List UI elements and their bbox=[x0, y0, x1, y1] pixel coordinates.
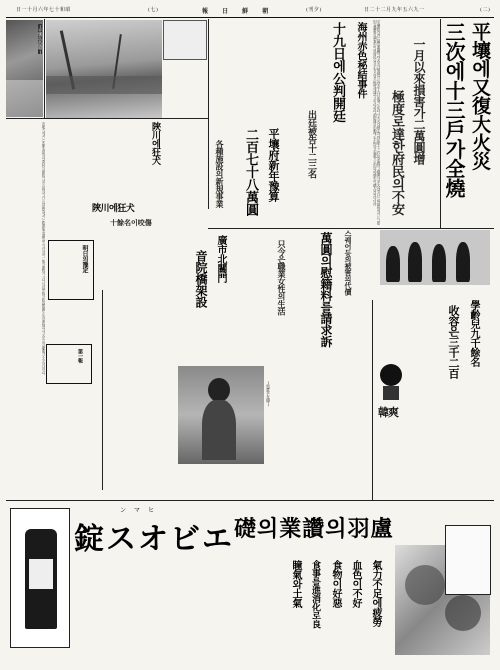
ad-info-box bbox=[445, 525, 491, 595]
ad-bottle-image bbox=[10, 508, 70, 648]
ad-product-name: 錠スオビエ bbox=[74, 522, 234, 557]
subhead-school-capacity: 收容은三千二百 bbox=[447, 305, 460, 379]
subhead-hyeopcheon: 十餘名이咬傷 bbox=[110, 218, 152, 227]
actress-caption: (寫眞은女優) bbox=[266, 380, 271, 407]
header-evening-marker: (刊夕) bbox=[306, 7, 322, 13]
headline-school-age: 學齡兒九千餘名 bbox=[468, 300, 479, 367]
small-info-label: 第一報 bbox=[77, 349, 83, 363]
ad-bullet-1: 氣力不足에疲勞 bbox=[370, 560, 381, 627]
subhead-bridge: 音院橋架設 bbox=[194, 250, 208, 308]
divider bbox=[6, 118, 208, 119]
subhead-haeju-trial: 十九日에公判開廷 bbox=[330, 22, 345, 122]
small-info-box bbox=[46, 344, 92, 384]
group-photo bbox=[380, 230, 490, 285]
header-edition-date: 日一十月六年七十和昭 bbox=[16, 7, 72, 13]
page-header bbox=[6, 3, 494, 17]
subhead-working-woman: 只今은職業女性의生活 bbox=[277, 240, 287, 315]
headline-gate: 廣市北關門 bbox=[215, 235, 226, 283]
divider bbox=[44, 19, 45, 118]
ad-divider bbox=[6, 500, 494, 501]
header-page-marker: (七) bbox=[148, 7, 159, 13]
photo-caption: (平壤火災現場) bbox=[38, 24, 43, 54]
fire-article-body: 平壤府內에는最近連續하야火災가頻發하는바去十九日夜에도또다시大火가發生하야民家十三戶를全燒하고損害가多大하엿다는바當局에서는그原因을嚴重히調査中이며府民들의不安은날로極度에達하고잇다한다消防隊의出動에도不拘하고强風으로因하야燒失이擴大되엿다더라 bbox=[373, 20, 381, 225]
ad-bullets bbox=[238, 560, 388, 650]
left-column-body: 各地方에서는冬節을當하야農村의窮狀이날로甚하여가는바當局에서는救濟策을講究中이라하며一般의期待가크다더라學校의收容問題도또한深刻하야父兄들의憂慮가不少하다한다 bbox=[41, 122, 45, 375]
divider bbox=[372, 300, 373, 500]
small-notice-box bbox=[163, 20, 207, 60]
hanseong-ad bbox=[376, 360, 406, 430]
ad-product-reading: ンマヒ bbox=[120, 507, 163, 514]
headline-pyongyang-fire: 平壤에又復大火災 bbox=[469, 22, 491, 170]
header-western-date: 日二十二月九年五六九一 bbox=[364, 7, 425, 13]
actress-photo bbox=[178, 366, 264, 464]
headline-haeju: 海州赤色秘結事件 bbox=[355, 22, 366, 98]
hanseong-brand: 韓爽 bbox=[378, 406, 398, 419]
divider bbox=[208, 19, 209, 209]
divider bbox=[208, 228, 494, 229]
header-page-number: (二) bbox=[480, 7, 491, 13]
headline-hyeopcheon: 陜川에狂犬 bbox=[92, 204, 135, 214]
headline-lawsuit: 萬圓의慰籍料를請求訴 bbox=[319, 232, 333, 347]
headline-thirteen-houses: 三次에十三戶가全燒 bbox=[442, 22, 466, 198]
ad-bullet-4: 食事를進消化로良 bbox=[310, 560, 320, 628]
fire-ruins-photo bbox=[46, 20, 162, 118]
headline-budget: 平壤府新年豫算 bbox=[267, 128, 280, 202]
ad-bullet-2: 血色이不好 bbox=[350, 560, 361, 608]
subhead-haeju-defendants: 出廷被告十二三名 bbox=[306, 110, 316, 178]
ad-bullet-3: 食物이好惡 bbox=[330, 560, 341, 608]
tomorrow-box bbox=[48, 240, 94, 300]
ad-slogan: 礎의業讚의羽盧 bbox=[234, 516, 394, 542]
subhead-budget-amount: 二百七十八萬圓 bbox=[243, 128, 258, 216]
header-rule bbox=[6, 17, 494, 18]
subhead-budget-projects: 各種施設의新規事業 bbox=[215, 140, 225, 208]
headline-medical: 陜川에狂犬 bbox=[150, 122, 160, 165]
ad-bullet-5: 瞳氣와土氣 bbox=[290, 560, 301, 608]
subhead-anxiety: 極度로達한府民의不安 bbox=[389, 90, 404, 215]
divider bbox=[102, 290, 103, 490]
subhead-damage: 一月以來損害가二萬圓增 bbox=[412, 38, 426, 165]
masthead-title: 報 日 鮮 朝 bbox=[202, 8, 275, 15]
pretitle-square: 스퀘어등의被害의代價 bbox=[344, 230, 353, 295]
tomorrow-label: 明日의豫定 bbox=[81, 245, 88, 273]
divider bbox=[440, 19, 441, 229]
